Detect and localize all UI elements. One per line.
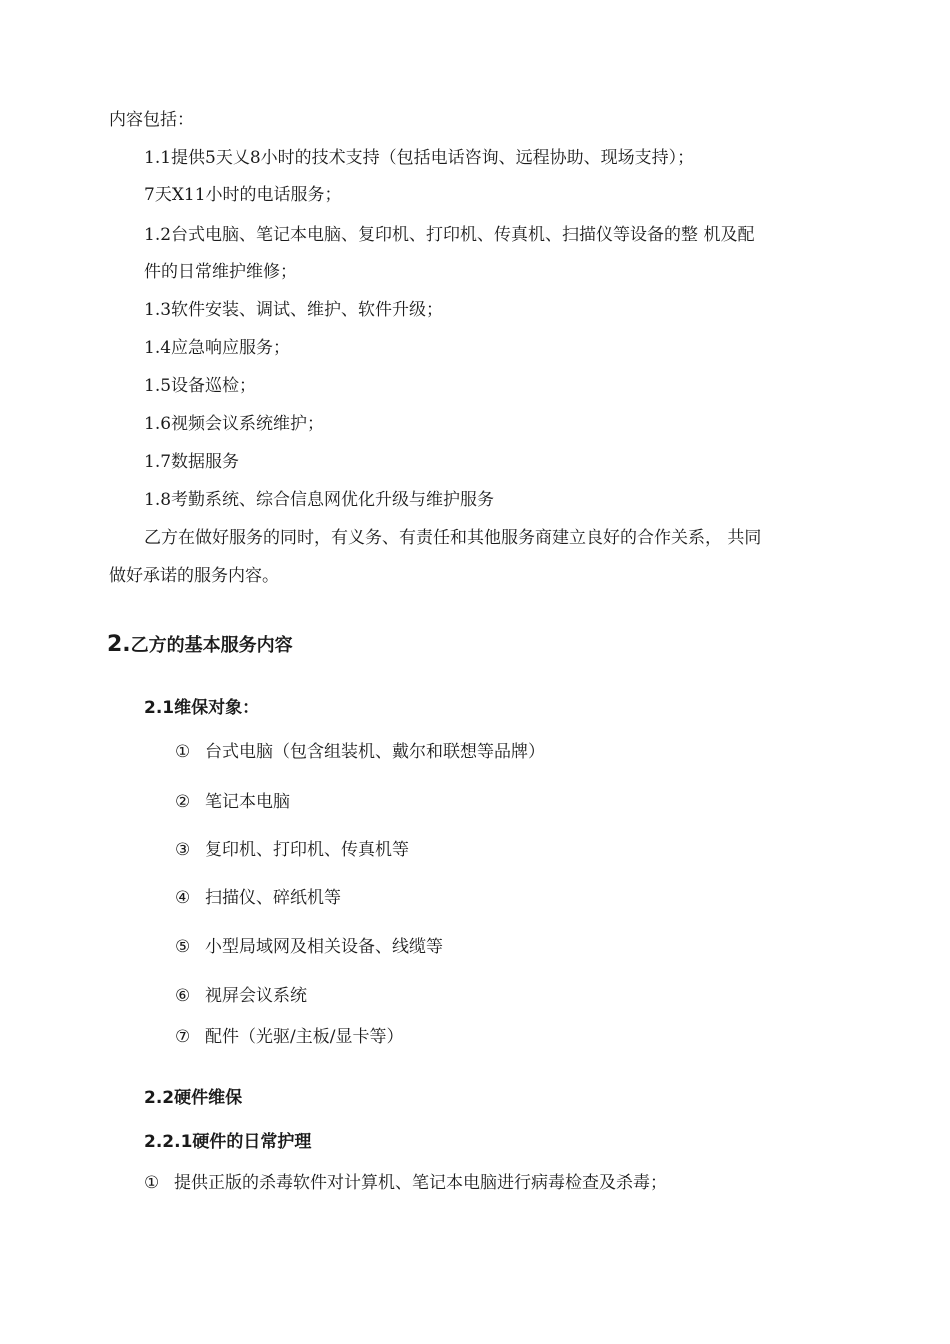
intro-lead: 内容包括： [109, 110, 194, 130]
list-item [175, 888, 341, 908]
list-item [144, 1173, 667, 1193]
item-marker: ⑦ [175, 1027, 191, 1047]
item-text: 视屏会议系统 [205, 986, 307, 1006]
item-text: 配件（光驱/主板/显卡等） [205, 1027, 404, 1047]
item-text: 扫描仪、碎纸机等 [205, 888, 341, 908]
subsection-heading: 2.1维保对象： [144, 698, 260, 718]
list-item: 1.3软件安装、调试、维护、软件升级； [144, 300, 444, 320]
paragraph-line: 乙方在做好服务的同时，有义务、有责任和其他服务商建立良好的合作关系， 共同 [144, 528, 762, 548]
item-text: 复印机、打印机、传真机等 [205, 840, 409, 860]
item-marker: ② [175, 792, 191, 812]
list-item [175, 840, 409, 860]
subsection-heading: 2.2硬件维保 [144, 1088, 243, 1108]
item-text: 台式电脑（包含组装机、戴尔和联想等品牌） [205, 742, 545, 762]
section-number: 2. [107, 632, 131, 657]
list-item [175, 792, 290, 812]
list-item [175, 1027, 403, 1047]
item-marker: ⑤ [175, 937, 191, 957]
item-marker: ③ [175, 840, 191, 860]
item-marker: ④ [175, 888, 191, 908]
section-heading [107, 634, 293, 657]
list-item: 1.8考勤系统、综合信息网优化升级与维护服务 [144, 490, 495, 510]
list-item [175, 986, 307, 1006]
section-title: 乙方的基本服务内容 [130, 635, 293, 656]
paragraph-line: 做好承诺的服务内容。 [109, 566, 279, 586]
list-item: 1.4应急响应服务； [144, 338, 291, 358]
list-item [175, 742, 545, 762]
subsection-heading: 2.2.1硬件的日常护理 [144, 1132, 312, 1152]
list-item: 件的日常维护维修； [144, 262, 297, 282]
item-marker: ① [175, 742, 191, 762]
list-item: 1.1提供5天乂8小时的技术支持（包括电话咨询、远程协助、现场支持）； [144, 148, 695, 168]
list-item: 1.6视频会议系统维护； [144, 414, 325, 434]
item-text: 笔记本电脑 [205, 792, 290, 812]
list-item: 1.5设备巡检； [144, 376, 257, 396]
item-marker: ⑥ [175, 986, 191, 1006]
item-text: 提供正版的杀毒软件对计算机、笔记本电脑进行病毒检查及杀毒； [174, 1173, 667, 1193]
list-item: 1.7数据服务 [144, 452, 240, 472]
item-text: 小型局域网及相关设备、线缆等 [205, 937, 443, 957]
list-item [175, 937, 443, 957]
item-marker: ① [144, 1173, 160, 1193]
list-item: 7天X11小时的电话服务； [144, 185, 342, 205]
list-item: 1.2台式电脑、笔记本电脑、复印机、打印机、传真机、扫描仪等设备的整 机及配 [144, 225, 755, 245]
